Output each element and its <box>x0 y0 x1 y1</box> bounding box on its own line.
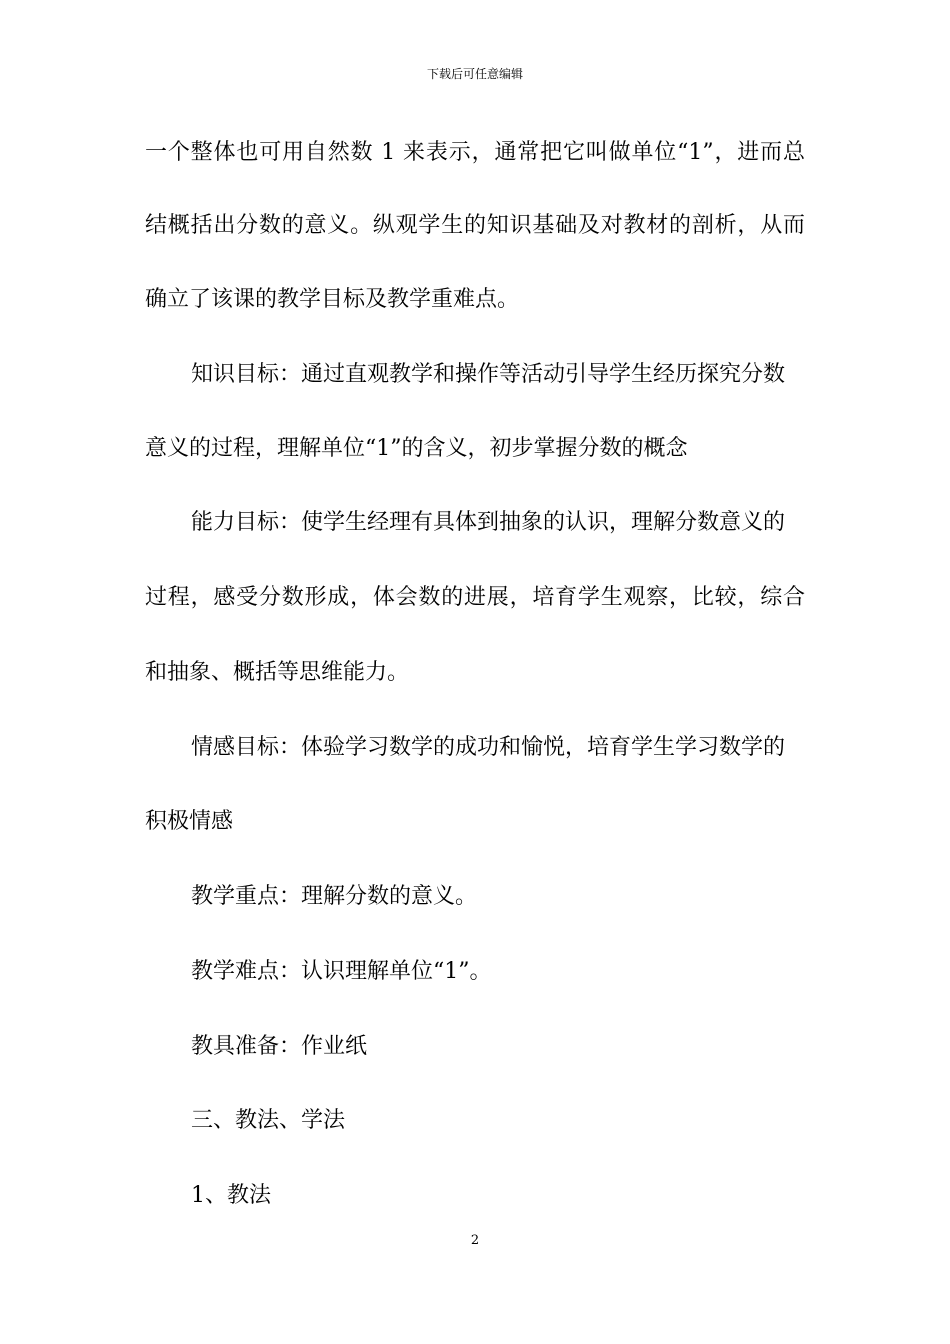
body-line: 一个整体也可用自然数 1 来表示，通常把它叫做单位“1”，进而总 <box>145 140 805 165</box>
paragraph-difficult-point: 教学难点：认识理解单位“1”。 <box>191 959 492 984</box>
paragraph-key-point: 教学重点：理解分数的意义。 <box>191 884 478 909</box>
paragraph-teaching-aids: 教具准备：作业纸 <box>191 1034 368 1059</box>
page-header: 下载后可任意编辑 <box>426 67 523 81</box>
paragraph-knowledge-goal: 知识目标：通过直观教学和操作等活动引导学生经历探究分数 <box>191 362 786 387</box>
paragraph-ability-goal: 能力目标：使学生经理有具体到抽象的认识，理解分数意义的 <box>191 510 786 535</box>
body-line: 结概括出分数的意义。纵观学生的知识基础及对教材的剖析，从而 <box>145 213 805 238</box>
body-line: 积极情感 <box>145 809 234 834</box>
paragraph-emotion-goal: 情感目标：体验学习数学的成功和愉悦，培育学生学习数学的 <box>191 735 786 760</box>
page-number: 2 <box>470 1233 480 1248</box>
subsection-heading: 1、教法 <box>191 1183 271 1208</box>
body-line: 过程，感受分数形成，体会数的进展，培育学生观察，比较，综合 <box>145 585 805 610</box>
body-line: 意义的过程，理解单位“1”的含义，初步掌握分数的概念 <box>145 436 688 461</box>
section-heading: 三、教法、学法 <box>191 1108 346 1133</box>
body-line: 和抽象、概括等思维能力。 <box>145 660 410 685</box>
body-line: 确立了该课的教学目标及教学重难点。 <box>145 287 520 312</box>
